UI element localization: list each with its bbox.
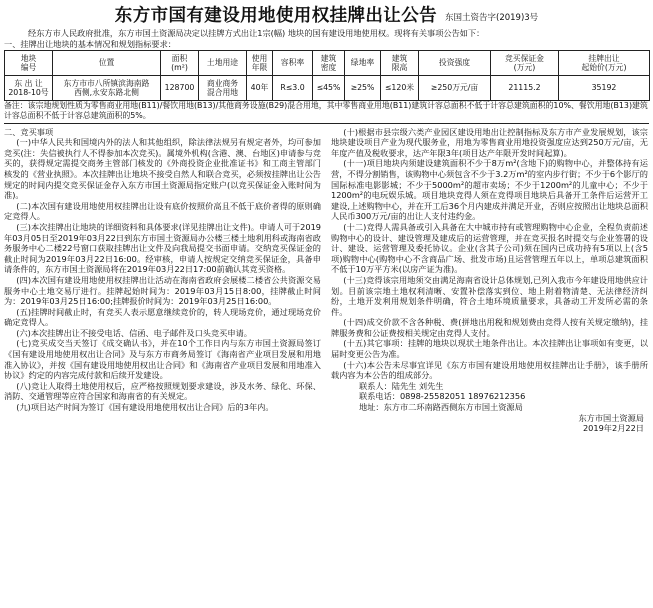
notice-title: 东方市国有建设用地使用权挂牌出让公告 xyxy=(114,6,437,26)
paragraph: (五)挂牌时间截止时，有竞买人表示愿意继续竞价的，转人现场竞价，通过现场竞价确定竞得人。 xyxy=(4,306,321,328)
title-row xyxy=(4,3,649,27)
data-cell: 东方市市八所镇滨海南路 西侧,永安东路北侧 xyxy=(53,76,161,101)
header-cell: 绿地率 xyxy=(345,51,381,76)
paragraph: (一)中华人民共和国境内外的法人和其他组织，除法律法规另有规定者外，均可参加竞买(注：失信被执行人不得参加本次竞买)。属境外机构(含港、澳、台地区)申请参与竞买的，获得规定需提交商务主管部门核发的《外商投资企业批准证书》和工商主管部门核发的《营业执照》。本次挂牌出让地块不接受自然人和联合竞买，必须按挂牌出让公告规定的时间内提交竞买保证金存入东方市国土资源局指定账户(以竞买保证金入账时间为准)。 xyxy=(4,137,321,201)
header-cell: 容积率 xyxy=(273,51,313,76)
paragraph: (八)竞让人取得土地使用权后，应严格按照规划要求建设，涉及水务、绿化、环保、消防、交通管理等应符合国家和海南省的有关规定。 xyxy=(4,380,321,402)
table-header-row xyxy=(5,51,650,76)
contact-phone: 联系电话：0898-25582051 18976212356 xyxy=(359,391,526,402)
data-cell: 35192 xyxy=(559,76,650,101)
data-cell: 128700 xyxy=(161,76,199,101)
contact-person: 联系人：陆先生 刘先生 xyxy=(359,380,444,391)
paragraph: (二)本次国有建设用地使用权挂牌出让设有底价按照价高且不低于底价者得的原则确定竞得人。 xyxy=(4,200,321,222)
right-column xyxy=(326,127,648,434)
header-cell: 投资强度 xyxy=(419,51,491,76)
paragraph: (十二)竞得人需具备或引入具备在大中城市持有或管理购物中心企业，全程负责前述购物中心的设计、建设管理及建成后的运营管理，并在竞买报名时提交与企业签署的设计、建设、运营管理及委托协议。企业(含其子公司)须在国内已成功持有5项以上(含5项)购物中心(购物中心不含商品广场、批发市场)且运营管理五年以上，单项总建筑面积不低于10万平方米(以房产证为准)。 xyxy=(331,221,648,275)
header-cell: 使用 年限 xyxy=(247,51,273,76)
paragraph: (十)根据市县宗级六类产业园区建设用地出让控制指标及东方市产业发展规划，该宗地块建设项目产业为现代服务业，用地为零售商业用地投资强度应达到250万元/亩，无年度产值及税收要求，达产年限3年(项目达产年限开发时间起算)。 xyxy=(331,126,648,158)
header-cell: 位置 xyxy=(53,51,161,76)
data-cell: 21115.2 xyxy=(491,76,559,101)
paragraph: (四)本次国有建设用地使用权挂牌出让活动在海南省政府会展楼二楼省公共资源交易服务中心土地交易厅进行。挂牌起始时间为：2019年03月15日8:00，挂牌截止时间为：2019年03月25日16:00;挂牌报价时间为：2019年03月25日16:00。 xyxy=(4,274,321,307)
paragraph: (六)本次挂牌出让不接受电话、信函、电子邮件及口头竞买申请。 xyxy=(16,327,252,338)
header-cell: 建筑 限高 xyxy=(381,51,419,76)
table-note: 备注：该宗地规划性质为零售商业用地(B11)/餐饮用地(B13)/其他商务设施(B29)混合用地，其中零售商业用地(B11)建筑计容总面积不低于计容总建筑面积的10%、餐饮用地(B13)建筑计容总面积不低于计容总建筑面积的5%。 xyxy=(4,101,649,123)
data-cell: ≥25% xyxy=(345,76,381,101)
table-row xyxy=(5,76,650,101)
signature-date: 2019年2月22日 xyxy=(582,423,644,434)
section-heading: 二、竞买事项 xyxy=(4,126,54,137)
contact-address: 地址：东方市二环南路西侧东方市国土资源局 xyxy=(359,402,523,413)
paragraph: (十四)成交价款不含各种税、费(拼地出用税和规划费由竞得人按有关规定缴纳)，挂牌服务费和公证费按相关规定由竞得人支付。 xyxy=(331,317,648,338)
paragraph: (十六)本公告未尽事宜详见《东方市国有建设用地使用权挂牌出让手册》，该手册所载内容为本公告的组成部分。 xyxy=(331,359,648,381)
body-columns xyxy=(4,127,649,434)
paragraph: (三)本次挂牌出让地块的详细资料和具体要求(详见挂牌出让文件)。申请人可于2019年03月05日至2019年03月22日到东方市国土资源局办公楼三楼土地利用科或海南省政务服务中心二楼22号窗口获取挂牌出让文件及向我局提交书面申请。交纳竞买保证金的截止时间为2019年03月22日16:00。经审核，申请人按规定交纳竞买保证金，具备申请条件的，东方市国土资源局将在2019年03月22日17:00前确认其竞买资格。 xyxy=(4,221,321,275)
data-cell: 东 出 让 2018-10号 xyxy=(5,76,53,101)
data-cell: ≤45% xyxy=(313,76,345,101)
header-cell: 建筑 密度 xyxy=(313,51,345,76)
paragraph: (九)项目达产时间为签订《国有建设用地使用权出让合同》后的3年内。 xyxy=(16,402,274,413)
header-cell: 地块 编号 xyxy=(5,51,53,76)
right-paragraphs xyxy=(331,127,648,381)
data-cell: 40年 xyxy=(247,76,273,101)
paragraph: (十一)项目地块内须建设建筑面积不少于8万m²(含地下)的购物中心，并整体持有运营，不得分割销售，该购物中心须包含不少于3.2万m²的室内步行街；不少于6个影厅的国际标准电影影城；不少于5000m²的超市卖场；不少于1200m²的儿童中心；不少于1200m²的电玩娱乐城。项目地块竞得人须在竞得项目地块后具备开工条件后运营开工建设,上述购物中心，并在开工后36个月内建成并满足开业，否则应按照出让地块总面积人民币300万元/亩的出让人支付违约金。 xyxy=(331,158,648,222)
signature-org: 东方市国土资源局 xyxy=(578,412,644,423)
paragraph: (十三)竞得该宗用地须交由满足海南省设计总体规划,已列入我市今年建设用地供应计划。目前该宗地土地权利清晰、安置补偿落实到位、地上附着物清楚、无法律经济纠纷，土地开发利用规划条件明确，符合土地环境质量要求，具备动工开发所必需的条件。 xyxy=(331,274,648,317)
data-cell: ≥250万元/亩 xyxy=(419,76,491,101)
data-cell: R≤3.0 xyxy=(273,76,313,101)
header-cell: 挂牌出让 起始价(万元) xyxy=(559,51,650,76)
intro-paragraph: 经东方市人民政府批准，东方市国土资源局决定以挂牌方式出让1宗(幅) 地块的国有建设用地使用权。现将有关事项公告如下： xyxy=(28,28,485,38)
paragraph: (七)竞买成交当天签订《成交确认书》，并在10个工作日内与东方市国土资源局签订《国有建设用地使用权出让合同》及与东方市商务局签订《海南省产业项目发展和用地准入协议》，并按《国有建设用地使用权出让合同》和《海南省产业项目发展和用地准入协议》约定的内容完成付款和后续开发建设。 xyxy=(4,338,321,381)
header-cell: 竞买保证金 (万元) xyxy=(491,51,559,76)
header-cell: 面积 (m²) xyxy=(161,51,199,76)
document-number: 东国土资告字(2019)3号 xyxy=(445,13,539,24)
land-parcel-table xyxy=(4,50,650,101)
section1-title: 一、挂牌出让地块的基本情况和规划指标要求： xyxy=(4,38,176,49)
paragraph: (十五)其它事项：挂牌的地块以现状土地条件出让。本次挂牌出让事项如有变更，以届时变更公告为准。 xyxy=(331,338,648,360)
header-cell: 土地用途 xyxy=(199,51,247,76)
left-column xyxy=(4,127,326,434)
data-cell: ≤120米 xyxy=(381,76,419,101)
data-cell: 商业商务 混合用地 xyxy=(199,76,247,101)
